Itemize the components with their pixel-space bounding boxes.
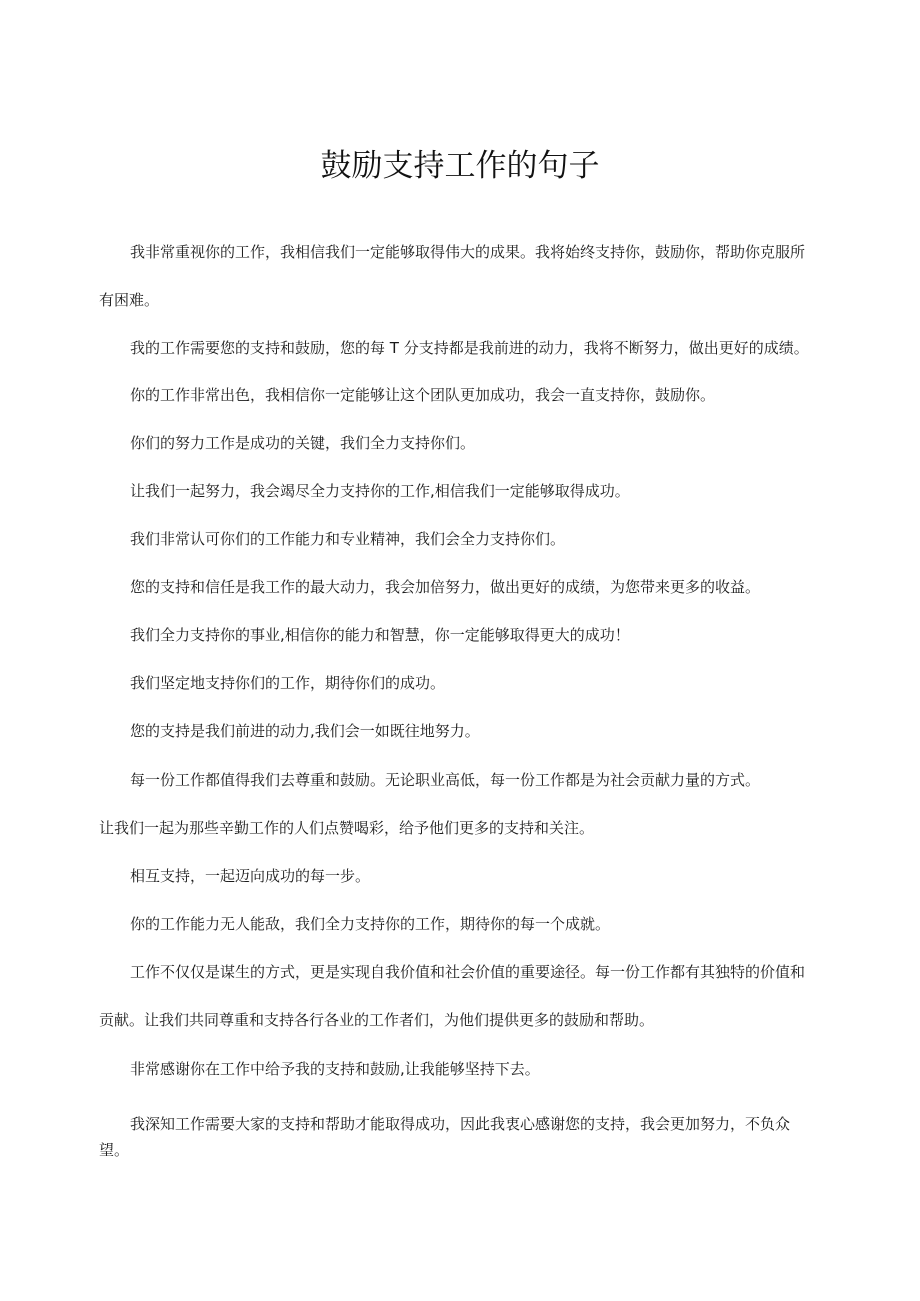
paragraph-1	[99, 228, 834, 324]
paragraph-3	[99, 371, 834, 419]
paragraph-line: 我们坚定地支持你们的工作，期待你们的成功。	[130, 674, 446, 692]
paragraph-17	[99, 1111, 834, 1163]
paragraph-16	[99, 1045, 834, 1093]
paragraph-line: 我们非常认可你们的工作能力和专业精神，我们会全力支持你们。	[130, 530, 566, 548]
paragraph-line: 让我们一起为那些辛勤工作的人们点赞喝彩，给予他们更多的支持和关注。	[99, 819, 595, 837]
paragraph-13	[99, 852, 834, 900]
paragraph-8	[99, 611, 834, 659]
paragraph-line: 你们的努力工作是成功的关键，我们全力支持你们。	[130, 434, 476, 452]
paragraph-line: 你的工作非常出色，我相信你一定能够让这个团队更加成功，我会一直支持你，鼓励你。	[130, 386, 716, 404]
paragraph-12	[99, 804, 834, 852]
paragraph-line: 每一份工作都值得我们去尊重和鼓励。无论职业高低，每一份工作都是为社会贡献力量的方式。	[130, 771, 761, 789]
paragraph-line: 我们全力支持你的事业,相信你的能力和智慧，你一定能够取得更大的成功！	[130, 626, 630, 644]
paragraph-line: 您的支持和信任是我工作的最大动力，我会加倍努力，做出更好的成绩，为您带来更多的收益。	[130, 578, 761, 596]
paragraph-5	[99, 467, 834, 515]
paragraph-9	[99, 659, 834, 707]
paragraph-line: 非常感谢你在工作中给予我的支持和鼓励,让我能够坚持下去。	[130, 1060, 540, 1078]
paragraph-4	[99, 419, 834, 467]
page-title: 鼓励支持工作的句子	[320, 148, 600, 184]
paragraph-15	[99, 948, 834, 1044]
paragraph-line: 有困难。	[99, 291, 160, 309]
paragraph-line: 我深知工作需要大家的支持和帮助才能取得成功，因此我衷心感谢您的支持，我会更加努力，不负众	[130, 1115, 791, 1133]
paragraph-line: 您的支持是我们前进的动力,我们会一如既往地努力。	[130, 722, 480, 740]
paragraph-line: 让我们一起努力，我会竭尽全力支持你的工作,相信我们一定能够取得成功。	[130, 482, 630, 500]
paragraph-line: 你的工作能力无人能敌，我们全力支持你的工作，期待你的每一个成就。	[130, 915, 611, 933]
paragraph-line: 工作不仅仅是谋生的方式，更是实现自我价值和社会价值的重要途径。每一份工作都有其独特的价值和	[130, 963, 806, 981]
paragraph-7	[99, 563, 834, 611]
paragraph-line: 我非常重视你的工作，我相信我们一定能够取得伟大的成果。我将始终支持你，鼓励你，帮助你克服所	[130, 243, 806, 261]
paragraph-6	[99, 515, 834, 563]
paragraph-11	[99, 756, 834, 804]
paragraph-line: 我的工作需要您的支持和鼓励，您的每 T 分支持都是我前进的动力，我将不断努力，做出更好的成绩。	[130, 339, 809, 357]
paragraph-10	[99, 707, 834, 755]
paragraph-line: 贡献。让我们共同尊重和支持各行各业的工作者们，为他们提供更多的鼓励和帮助。	[99, 1011, 655, 1029]
paragraph-2	[99, 324, 834, 372]
paragraph-line: 相互支持，一起迈向成功的每一步。	[130, 867, 371, 885]
paragraph-line: 望。	[99, 1141, 130, 1159]
paragraph-14	[99, 900, 834, 948]
